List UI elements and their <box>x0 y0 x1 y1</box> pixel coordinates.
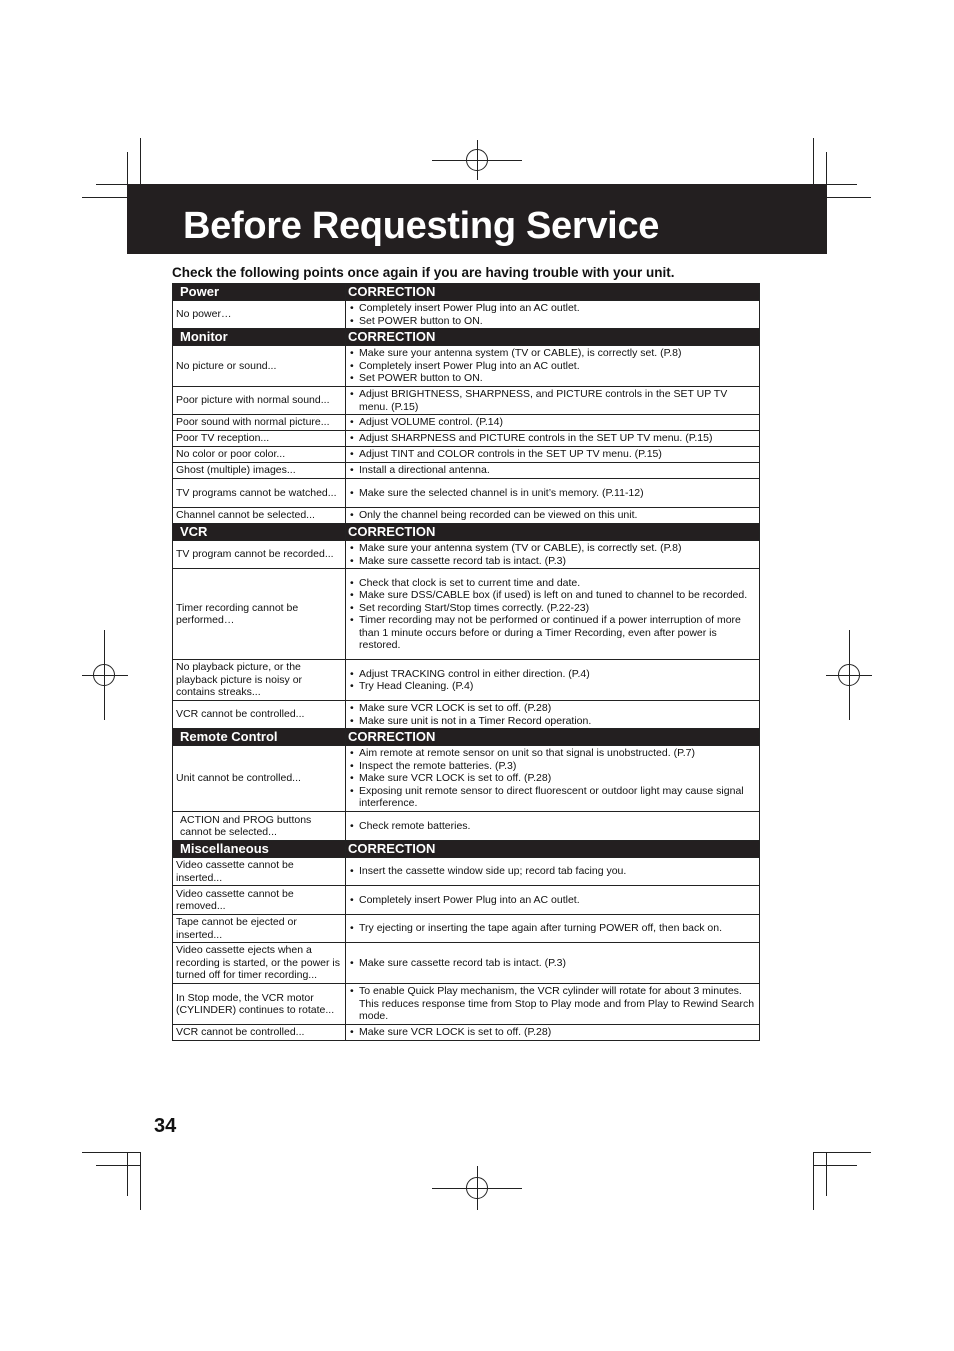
table-row <box>173 415 760 431</box>
problem-cell: Unit cannot be controlled... <box>173 746 346 812</box>
correction-list <box>349 448 756 461</box>
correction-list <box>349 747 756 810</box>
table-row <box>173 746 760 812</box>
correction-cell <box>346 346 760 387</box>
correction-list <box>349 1026 756 1039</box>
correction-item: • Make sure unit is not in a Timer Record operation. <box>349 715 756 728</box>
correction-cell <box>346 447 760 463</box>
correction-cell <box>346 479 760 508</box>
correction-cell <box>346 660 760 701</box>
correction-cell <box>346 886 760 915</box>
page-title: Before Requesting Service <box>183 205 660 247</box>
section-header: Power <box>173 284 346 301</box>
problem-cell: No power… <box>173 301 346 329</box>
correction-cell <box>346 858 760 886</box>
problem-cell: Video cassette ejects when a recording is started, or the power is turned off for timer recording... <box>173 943 346 984</box>
table-row <box>173 301 760 329</box>
problem-cell: In Stop mode, the VCR motor (CYLINDER) continues to rotate... <box>173 984 346 1025</box>
correction-item: • Adjust VOLUME control. (P.14) <box>349 416 756 429</box>
correction-list <box>349 820 756 833</box>
correction-item: • Inspect the remote batteries. (P.3) <box>349 760 756 773</box>
correction-item: • Check that clock is set to current time and date. <box>349 577 756 590</box>
problem-cell: TV program cannot be recorded... <box>173 541 346 569</box>
section-header: VCR <box>173 524 346 541</box>
correction-list <box>349 865 756 878</box>
problem-cell: Poor TV reception... <box>173 431 346 447</box>
problem-cell: Ghost (multiple) images... <box>173 463 346 479</box>
table-row <box>173 984 760 1025</box>
correction-list <box>349 922 756 935</box>
problem-cell: Poor sound with normal picture... <box>173 415 346 431</box>
correction-header: CORRECTION <box>346 729 760 746</box>
correction-item: • Insert the cassette window side up; record tab facing you. <box>349 865 756 878</box>
correction-header: CORRECTION <box>346 284 760 301</box>
correction-item: • Adjust TRACKING control in either direction. (P.4) <box>349 668 756 681</box>
correction-list <box>349 302 756 327</box>
correction-item: • Adjust TINT and COLOR controls in the SET UP TV menu. (P.15) <box>349 448 756 461</box>
correction-cell <box>346 701 760 729</box>
correction-list <box>349 388 756 413</box>
problem-cell: Video cassette cannot be inserted... <box>173 858 346 886</box>
correction-cell <box>346 431 760 447</box>
correction-list <box>349 347 756 385</box>
table-row <box>173 387 760 415</box>
table-row <box>173 1025 760 1041</box>
correction-item: • To enable Quick Play mechanism, the VCR cylinder will rotate for about 3 minutes. This reduces response time from Stop to Play mode and from Play to Rewind Search mode. <box>349 985 756 1023</box>
correction-item: • Try ejecting or inserting the tape again after turning POWER off, then back on. <box>349 922 756 935</box>
problem-cell: VCR cannot be controlled... <box>173 701 346 729</box>
correction-item: • Adjust BRIGHTNESS, SHARPNESS, and PICTURE controls in the SET UP TV menu. (P.15) <box>349 388 756 413</box>
problem-cell: Channel cannot be selected... <box>173 508 346 524</box>
problem-cell: TV programs cannot be watched... <box>173 479 346 508</box>
correction-list <box>349 464 756 477</box>
correction-item: • Aim remote at remote sensor on unit so that signal is unobstructed. (P.7) <box>349 747 756 760</box>
section-header: Miscellaneous <box>173 841 346 858</box>
table-row <box>173 943 760 984</box>
title-bar <box>127 184 827 254</box>
correction-item: • Make sure VCR LOCK is set to off. (P.28) <box>349 702 756 715</box>
section-header-row <box>173 329 760 346</box>
troubleshooting-table-body <box>173 284 760 1041</box>
correction-item: • Completely insert Power Plug into an AC outlet. <box>349 894 756 907</box>
section-header-row <box>173 284 760 301</box>
correction-item: • Make sure your antenna system (TV or CABLE), is correctly set. (P.8) <box>349 542 756 555</box>
troubleshooting-table <box>172 283 760 1041</box>
correction-item: • Set POWER button to ON. <box>349 372 756 385</box>
correction-header: CORRECTION <box>346 841 760 858</box>
table-row <box>173 346 760 387</box>
correction-cell <box>346 746 760 812</box>
correction-cell <box>346 812 760 841</box>
correction-item: • Make sure your antenna system (TV or CABLE), is correctly set. (P.8) <box>349 347 756 360</box>
problem-cell: Poor picture with normal sound... <box>173 387 346 415</box>
correction-list <box>349 957 756 970</box>
correction-item: • Check remote batteries. <box>349 820 756 833</box>
correction-list <box>349 487 756 500</box>
correction-item: • Make sure cassette record tab is intact. (P.3) <box>349 555 756 568</box>
correction-header: CORRECTION <box>346 329 760 346</box>
correction-cell <box>346 463 760 479</box>
problem-cell: ACTION and PROG buttons cannot be selected... <box>173 812 346 841</box>
table-row <box>173 541 760 569</box>
section-header-row <box>173 841 760 858</box>
table-row <box>173 886 760 915</box>
table-row <box>173 915 760 943</box>
correction-list <box>349 702 756 727</box>
problem-cell: No color or poor color... <box>173 447 346 463</box>
correction-item: • Only the channel being recorded can be viewed on this unit. <box>349 509 756 522</box>
section-header-row <box>173 524 760 541</box>
correction-cell <box>346 943 760 984</box>
table-row <box>173 508 760 524</box>
correction-cell <box>346 541 760 569</box>
table-row <box>173 701 760 729</box>
correction-item: • Exposing unit remote sensor to direct fluorescent or outdoor light may cause signal interference. <box>349 785 756 810</box>
problem-cell: Tape cannot be ejected or inserted... <box>173 915 346 943</box>
problem-cell: VCR cannot be controlled... <box>173 1025 346 1041</box>
table-row <box>173 569 760 660</box>
correction-list <box>349 542 756 567</box>
correction-item: • Try Head Cleaning. (P.4) <box>349 680 756 693</box>
table-row <box>173 812 760 841</box>
correction-item: • Timer recording may not be performed or continued if a power interruption of more than 1 minute occurs before or during a Timer Recording, even after power is restored. <box>349 614 756 652</box>
problem-cell: No picture or sound... <box>173 346 346 387</box>
correction-list <box>349 577 756 652</box>
correction-cell <box>346 508 760 524</box>
correction-item: • Adjust SHARPNESS and PICTURE controls in the SET UP TV menu. (P.15) <box>349 432 756 445</box>
correction-item: • Install a directional antenna. <box>349 464 756 477</box>
correction-list <box>349 509 756 522</box>
correction-cell <box>346 301 760 329</box>
correction-item: • Set POWER button to ON. <box>349 315 756 328</box>
section-header-row <box>173 729 760 746</box>
correction-list <box>349 416 756 429</box>
section-header: Monitor <box>173 329 346 346</box>
correction-item: • Completely insert Power Plug into an AC outlet. <box>349 360 756 373</box>
correction-item: • Make sure VCR LOCK is set to off. (P.28) <box>349 772 756 785</box>
table-row <box>173 660 760 701</box>
correction-cell <box>346 387 760 415</box>
table-row <box>173 463 760 479</box>
section-header: Remote Control <box>173 729 346 746</box>
correction-cell <box>346 569 760 660</box>
page-number: 34 <box>154 1115 177 1137</box>
intro-text: Check the following points once again if you are having trouble with your unit. <box>172 265 675 280</box>
correction-list <box>349 894 756 907</box>
correction-item: • Make sure cassette record tab is intact. (P.3) <box>349 957 756 970</box>
correction-header: CORRECTION <box>346 524 760 541</box>
correction-list <box>349 985 756 1023</box>
correction-list <box>349 668 756 693</box>
problem-cell: No playback picture, or the playback picture is noisy or contains streaks... <box>173 660 346 701</box>
correction-cell <box>346 915 760 943</box>
table-row <box>173 858 760 886</box>
correction-list <box>349 432 756 445</box>
correction-item: • Set recording Start/Stop times correctly. (P.22-23) <box>349 602 756 615</box>
correction-cell <box>346 1025 760 1041</box>
table-row <box>173 431 760 447</box>
table-row <box>173 447 760 463</box>
correction-cell <box>346 415 760 431</box>
correction-item: • Make sure the selected channel is in unit’s memory. (P.11-12) <box>349 487 756 500</box>
correction-item: • Make sure VCR LOCK is set to off. (P.28) <box>349 1026 756 1039</box>
table-row <box>173 479 760 508</box>
correction-item: • Make sure DSS/CABLE box (if used) is left on and tuned to channel to be recorded. <box>349 589 756 602</box>
problem-cell: Timer recording cannot be performed… <box>173 569 346 660</box>
correction-cell <box>346 984 760 1025</box>
problem-cell: Video cassette cannot be removed... <box>173 886 346 915</box>
correction-item: • Completely insert Power Plug into an AC outlet. <box>349 302 756 315</box>
